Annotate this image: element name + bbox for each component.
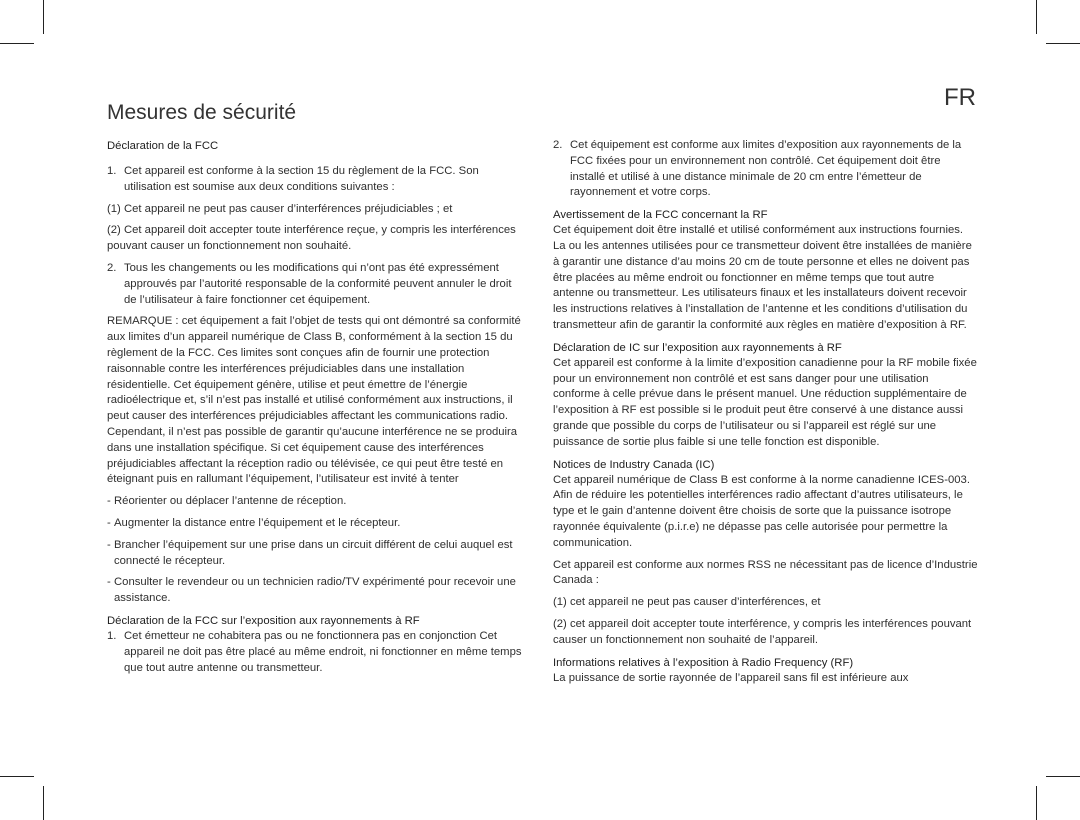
crop-mark [43,786,44,820]
item-number: 1. [107,165,117,177]
page-title: Mesures de sécurité [107,101,297,124]
condition-text: (2) Cet appareil doit accepter toute interférence reçue, y compris les interférences pouvant causer un fonctionnement non souhaité. [107,224,516,253]
numbered-item [107,164,525,196]
list-item-text: Brancher l’équipement sur une prise dans un circuit différent de celui auquel est connecté le récepteur. [114,538,513,567]
heading-industry-canada: Notices de Industry Canada (IC) [553,458,715,471]
crop-mark [1046,43,1080,44]
crop-mark [0,43,34,44]
crop-mark [0,776,34,777]
industry-paragraph: Cet appareil numérique de Class B est conforme à la norme canadienne ICES-003. Afin de réduire les potentielles interférences radio affectant d’autres utilisateurs, le type et le gain d’antenne doivent être choisis de sorte que la puissance isotrope rayonnée équivalente (p.i.r.e) ne dépasse pas celle autorisée pour permettre la communication. [553,473,970,549]
item-text: Cet émetteur ne cohabitera pas ou ne fonctionnera pas en conjonction Cet appareil ne doit pas être placé au même endroit, ni fonctionner en même temps que tout autre antenne ou transmetteur. [124,629,522,674]
ic-paragraph: Cet appareil est conforme à la limite d’exposition canadienne pour la RF mobile fixée pour un environnement non contrôlé et est sans danger pour une utilisation conforme à celle prévue dans le présent manuel. Une réduction supplémentaire de l’exposition à RF est possible si le produit peut être conservé à une distance aussi grande que possible du corps de l’utilisateur ou si l’appareil est réglé sur une puissance de sortie plus faible si une telle fonction est disponible. [553,356,977,448]
bullet-dash: - [107,495,111,508]
item-text: Tous les changements ou les modifications qui n’ont pas été expressément approuvés par l’autorité responsable de la conformité peuvent annuler le droit de l’utilisateur à faire fonctionner cet équipement. [124,261,512,306]
bullet-dash: - [107,538,111,551]
crop-mark [1036,0,1037,34]
list-item [107,516,525,532]
item-number: 2. [107,261,117,274]
numbered-item [107,629,525,676]
list-item [107,575,525,607]
numbered-item [553,138,978,201]
bullet-dash: - [107,576,111,589]
list-item [107,538,525,570]
condition-text: (2) cet appareil doit accepter toute interférence, y compris les interférences pouvant causer un fonctionnement non souhaité de l’appareil. [553,617,972,646]
rf-info-paragraph: La puissance de sortie rayonnée de l’appareil sans fil est inférieure aux [553,671,909,684]
heading-rf-info: Informations relatives à l’exposition à Radio Frequency (RF) [553,656,854,669]
warning-paragraph: Cet équipement doit être installé et utilisé conformément aux instructions fournies. La ou les antennes utilisées pour ce transmetteur doivent être installées de manière à garantir une distance d’au moins 20 cm de toute personne et elles ne doivent pas être placées au même endroit ou fonctionner en même temps que tout autre antenne ou transmetteur. Les utilisateurs finaux et les installateurs doivent recevoir les instructions relatives à l’installation de l’antenne et les conditions d’utilisation du transmetteur afin de garantir la conformité aux règles en matière d’exposition à RF. [553,224,972,331]
condition-text: (1) Cet appareil ne peut pas causer d’interférences préjudiciables ; et [107,202,453,215]
list-item-text: Réorienter ou déplacer l’antenne de réception. [114,495,347,508]
item-text: Cet équipement est conforme aux limites d’exposition aux rayonnements de la FCC fixées pour un environnement non contrôlé. Cet équipement doit être installé et utilisé à une distance minimale de 20 cm entre l’émetteur de rayonnement et votre corps. [570,139,962,199]
list-item [107,494,525,510]
heading-fcc-rf-warning: Avertissement de la FCC concernant la RF [553,209,768,222]
item-number: 2. [553,139,563,151]
numbered-item [107,261,525,308]
list-item-text: Augmenter la distance entre l’équipement et le récepteur. [114,516,401,529]
crop-mark [1036,786,1037,820]
crop-mark [43,0,44,34]
item-number: 1. [107,629,117,642]
rss-paragraph: Cet appareil est conforme aux normes RSS ne nécessitant pas de licence d’Industrie Canada : [553,558,978,587]
left-column [107,138,525,682]
heading-ic-rf-exposure: Déclaration de IC sur l’exposition aux rayonnements à RF [553,341,842,354]
bullet-dash: - [107,516,111,529]
list-item-text: Consulter le revendeur ou un technicien radio/TV expérimenté pour recevoir une assistance. [114,576,516,605]
condition-text: (1) cet appareil ne peut pas causer d’interférences, et [553,596,821,609]
crop-mark [1046,776,1080,777]
item-text: Cet appareil est conforme à la section 15 du règlement de la FCC. Son utilisation est soumise aux deux conditions suivantes : [124,165,479,193]
right-column [553,138,978,692]
heading-fcc-declaration: Déclaration de la FCC [107,140,219,152]
language-code: FR [944,84,976,111]
heading-fcc-rf-exposure: Déclaration de la FCC sur l’exposition aux rayonnements à RF [107,614,420,627]
remarque-paragraph: REMARQUE : cet équipement a fait l’objet de tests qui ont démontré sa conformité aux limites d’un appareil numérique de Class B, conformément à la section 15 du règlement de la FCC. Ces limites sont conçues afin de fournir une protection raisonnable contre les interférences préjudiciables dans une installation résidentielle. Cet équipement génère, utilise et peut émettre de l’énergie radioélectrique et, s’il n’est pas installé et utilisé conformément aux instructions, il peut causer des interférences préjudiciables affectant les communications radio. Cependant, il n’est pas possible de garantir qu’aucune interférence ne se produira dans une installation spécifique. Si cet équipement cause des interférences préjudiciables affectant la réception radio ou télévisée, ce qui peut être testé en éteignant puis en rallumant l’équipement, l’utilisateur est invité à tenter [107,315,521,486]
